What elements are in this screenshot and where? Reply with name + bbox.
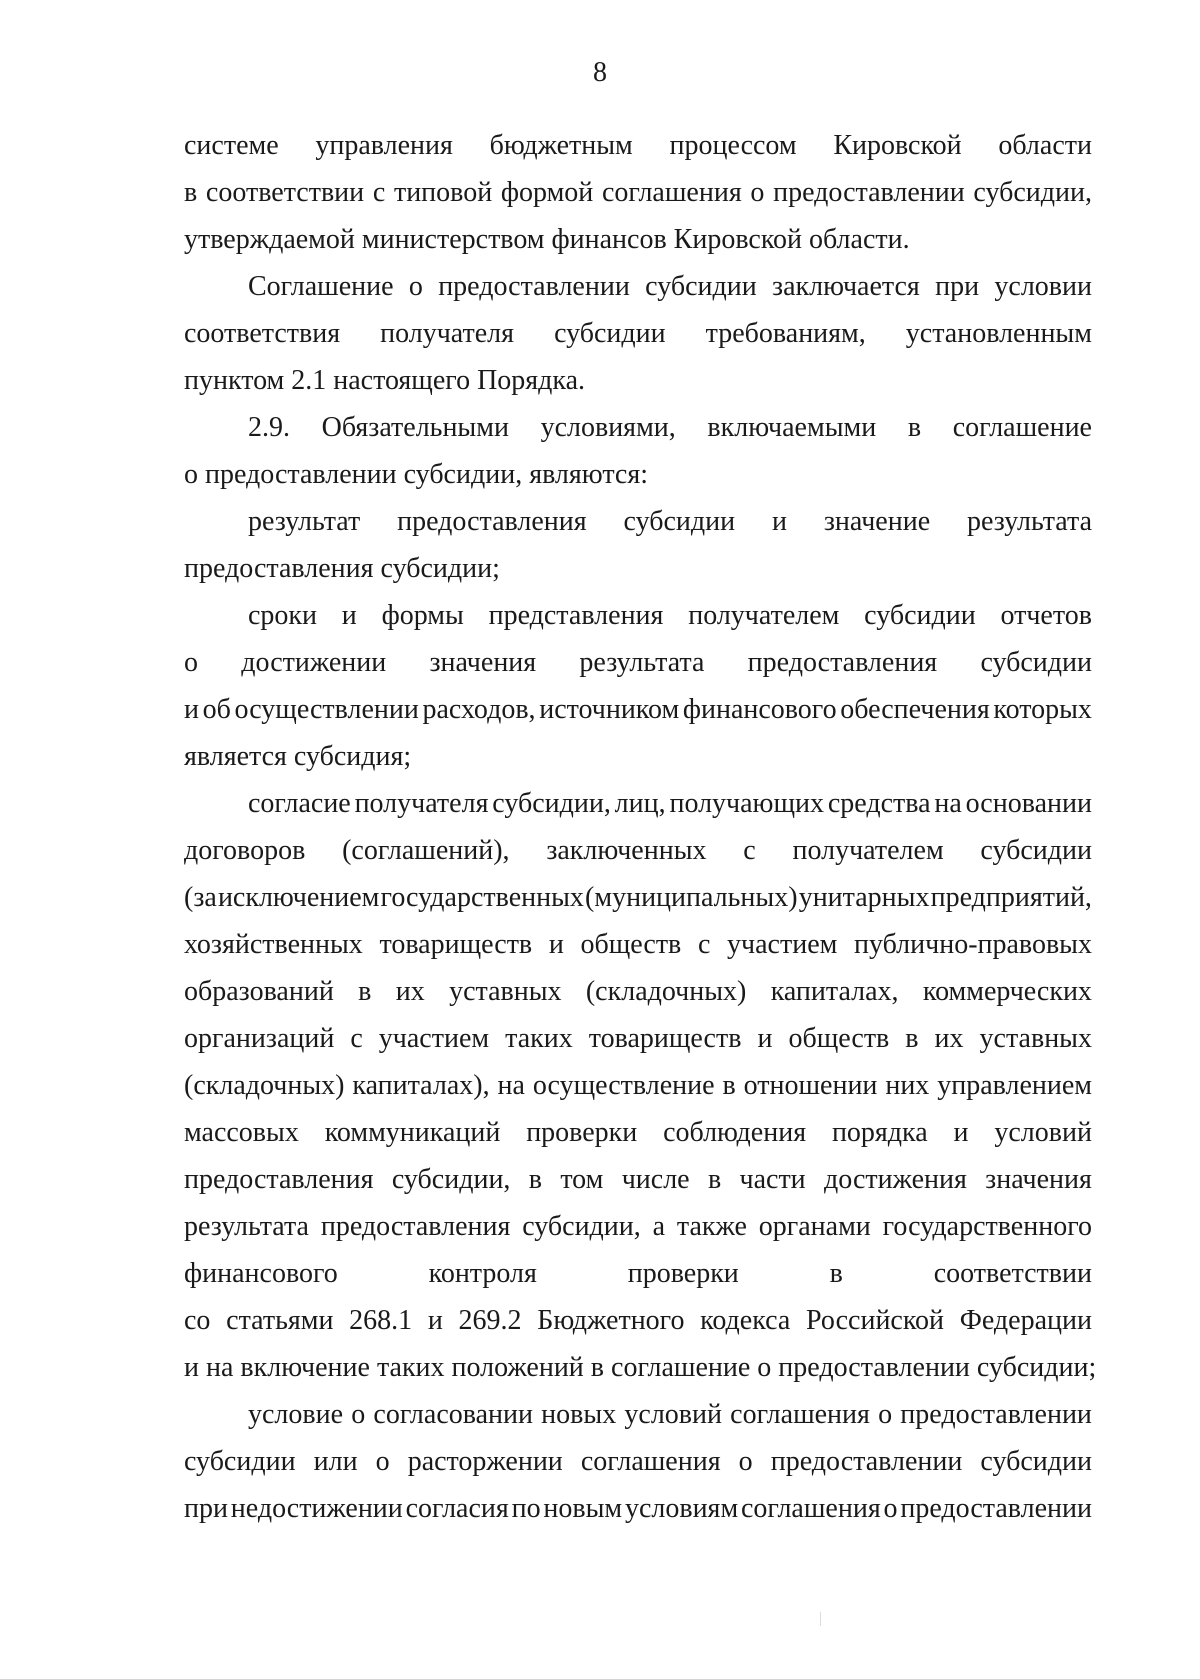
text-line xyxy=(184,1297,1092,1344)
word: государственного xyxy=(882,1211,1092,1242)
word: условие xyxy=(248,1399,344,1430)
word: публично-правовых xyxy=(854,929,1092,960)
word: соответствия xyxy=(184,318,341,349)
word: органами xyxy=(758,1211,871,1242)
text-line xyxy=(184,310,1092,357)
word: результат xyxy=(248,506,361,537)
word: исключением xyxy=(217,882,380,913)
paragraph xyxy=(184,263,1092,404)
word: типовой xyxy=(393,177,493,208)
word: них xyxy=(885,1070,930,1101)
text-line xyxy=(184,1438,1092,1485)
word: по xyxy=(511,1493,541,1524)
word: получателем xyxy=(792,835,944,866)
word: коммерческих xyxy=(922,976,1092,1007)
word: сроки xyxy=(248,600,318,631)
word: хозяйственных xyxy=(184,929,363,960)
word: обществ xyxy=(788,1023,890,1054)
word: участием xyxy=(727,929,838,960)
word: достижении xyxy=(241,647,387,678)
word: соглашения xyxy=(580,1446,721,1477)
word: финансового xyxy=(184,1258,338,1289)
word: предоставлении xyxy=(770,1446,963,1477)
word: финансового xyxy=(682,694,837,725)
word: осуществление xyxy=(532,1070,715,1101)
text-line: о предоставлении субсидии, являются: xyxy=(184,459,648,490)
word: со xyxy=(184,1305,211,1336)
word: Соглашение xyxy=(248,271,394,302)
word: предоставления xyxy=(320,1211,511,1242)
word: включаемыми xyxy=(707,412,877,443)
word: уставных xyxy=(449,976,562,1007)
word: условии xyxy=(994,271,1092,302)
word: также xyxy=(676,1211,747,1242)
word: унитарных xyxy=(798,882,930,913)
word: заключается xyxy=(772,271,920,302)
word: субсидии xyxy=(184,1446,296,1477)
word: капиталах), xyxy=(352,1070,490,1101)
word: управления xyxy=(315,130,453,161)
word: условиями, xyxy=(540,412,676,443)
word: субсидии, xyxy=(973,177,1092,208)
word: субсидии, xyxy=(391,1164,511,1195)
text-line xyxy=(184,1203,1092,1250)
word: средства xyxy=(827,788,931,819)
text-line: и на включение таких положений в соглашение о предоставлении субсидии; xyxy=(184,1352,1097,1383)
word: государственных xyxy=(380,882,584,913)
word: при xyxy=(184,1493,228,1524)
word: расторжении xyxy=(407,1446,563,1477)
word: формой xyxy=(500,177,594,208)
text-line xyxy=(184,1156,1092,1203)
word: предоставления xyxy=(397,506,587,537)
word: о xyxy=(351,1399,366,1430)
word: в xyxy=(707,1164,722,1195)
word: и xyxy=(548,929,564,960)
word: коммуникаций xyxy=(324,1117,501,1148)
word: новых xyxy=(541,1399,617,1430)
word: 268.1 xyxy=(349,1305,413,1336)
word: кодекса xyxy=(700,1305,791,1336)
word: субсидии, xyxy=(492,788,611,819)
text-line xyxy=(184,263,1092,310)
word: предоставлении xyxy=(773,177,965,208)
word: получающих xyxy=(669,788,825,819)
word: Российской xyxy=(806,1305,945,1336)
text-line xyxy=(184,639,1092,686)
text-line xyxy=(184,921,1092,968)
word: (соглашений), xyxy=(342,835,510,866)
word: товариществ xyxy=(379,929,533,960)
text-line xyxy=(184,827,1092,874)
word: получателем xyxy=(688,600,840,631)
word: на xyxy=(934,788,962,819)
word: (складочных) xyxy=(184,1070,345,1101)
word: образований xyxy=(184,976,334,1007)
word: статьями xyxy=(226,1305,334,1336)
word: предоставления xyxy=(184,1164,374,1195)
word: требованиям, xyxy=(705,318,866,349)
word: результата xyxy=(579,647,705,678)
word: условиям xyxy=(624,1493,739,1524)
word: проверки xyxy=(526,1117,638,1148)
word: значения xyxy=(429,647,537,678)
word: результата xyxy=(184,1211,309,1242)
word: (складочных) xyxy=(585,976,747,1007)
word: соблюдения xyxy=(663,1117,807,1148)
word: о xyxy=(883,1493,898,1524)
text-line: предоставления субсидии; xyxy=(184,553,500,584)
word: о xyxy=(375,1446,390,1477)
word: части xyxy=(739,1164,806,1195)
word: и xyxy=(184,694,199,725)
text-line xyxy=(184,1250,1092,1297)
word: проверки xyxy=(627,1258,739,1289)
word: числе xyxy=(621,1164,690,1195)
word: лиц, xyxy=(614,788,666,819)
word: с xyxy=(697,929,711,960)
word: субсидии, xyxy=(522,1211,641,1242)
word: об xyxy=(202,694,231,725)
word: их xyxy=(934,1023,964,1054)
word: (за xyxy=(184,882,217,913)
word: в xyxy=(528,1164,542,1195)
scan-artifact xyxy=(820,1612,821,1626)
word: получателя xyxy=(354,788,489,819)
word: соответствии xyxy=(933,1258,1092,1289)
text-line xyxy=(184,874,1092,921)
word: договоров xyxy=(184,835,306,866)
word: товариществ xyxy=(588,1023,742,1054)
word: согласие xyxy=(248,788,351,819)
word: согласия xyxy=(405,1493,509,1524)
word: о xyxy=(408,271,423,302)
paragraph xyxy=(184,122,1092,263)
word: обеспечения xyxy=(840,694,990,725)
text-line xyxy=(184,122,1092,169)
word: и xyxy=(771,506,787,537)
word: Федерации xyxy=(959,1305,1092,1336)
word: (муниципальных) xyxy=(585,882,798,913)
paragraph xyxy=(184,498,1092,592)
text-line xyxy=(184,686,1092,733)
word: с xyxy=(372,177,386,208)
text-line: пунктом 2.1 настоящего Порядка. xyxy=(184,365,586,396)
word: соответствии xyxy=(205,177,365,208)
word: с xyxy=(350,1023,363,1054)
text-line xyxy=(184,1109,1092,1156)
word: значение xyxy=(823,506,931,537)
word: источником xyxy=(539,694,680,725)
word: установленным xyxy=(905,318,1092,349)
text-line: является субсидия; xyxy=(184,741,412,772)
word: системе xyxy=(184,130,279,161)
word: в xyxy=(358,976,372,1007)
word: отчетов xyxy=(1000,600,1092,631)
word: предоставления xyxy=(747,647,938,678)
word: субсидии xyxy=(864,600,976,631)
word: с xyxy=(743,835,756,866)
word: а xyxy=(652,1211,666,1242)
word: субсидии xyxy=(980,1446,1092,1477)
word: субсидии xyxy=(980,835,1092,866)
paragraph xyxy=(184,592,1092,780)
word: субсидии xyxy=(980,647,1092,678)
word: при xyxy=(935,271,980,302)
word: результата xyxy=(967,506,1092,537)
word: недостижении xyxy=(230,1493,403,1524)
word: Бюджетного xyxy=(537,1305,685,1336)
word: бюджетным xyxy=(489,130,633,161)
word: о xyxy=(878,1399,893,1430)
word: субсидии xyxy=(554,318,666,349)
word: субсидии xyxy=(623,506,736,537)
word: и xyxy=(427,1305,443,1336)
word: о xyxy=(738,1446,753,1477)
word: осуществлении xyxy=(234,694,419,725)
word: соглашение xyxy=(952,412,1092,443)
word: и xyxy=(341,600,357,631)
word: условий xyxy=(994,1117,1092,1148)
word: заключенных xyxy=(546,835,707,866)
word: области xyxy=(998,130,1092,161)
word: расходов, xyxy=(422,694,536,725)
word: в xyxy=(907,412,922,443)
word: новым xyxy=(543,1493,623,1524)
word: и xyxy=(953,1117,969,1148)
word: участием xyxy=(378,1023,490,1054)
word: формы xyxy=(381,600,464,631)
word: том xyxy=(560,1164,604,1195)
word: соглашения xyxy=(730,1399,870,1430)
word: предоставлении xyxy=(900,1493,1092,1524)
word: их xyxy=(395,976,425,1007)
word: получателя xyxy=(380,318,515,349)
word: значения xyxy=(985,1164,1092,1195)
word: условий xyxy=(624,1399,722,1430)
word: таких xyxy=(505,1023,573,1054)
text-line xyxy=(184,780,1092,827)
page-number: 8 xyxy=(593,57,607,88)
word: которых xyxy=(993,694,1092,725)
word: в xyxy=(829,1258,843,1289)
word: и xyxy=(757,1023,773,1054)
paragraph xyxy=(184,780,1097,1391)
word: или xyxy=(313,1446,358,1477)
paragraph xyxy=(184,1391,1092,1532)
word: в xyxy=(184,177,198,208)
text-line xyxy=(184,404,1092,451)
word: Кировской xyxy=(833,130,962,161)
word: соглашения xyxy=(740,1493,881,1524)
text-line xyxy=(184,498,1092,545)
word: обществ xyxy=(580,929,682,960)
word: Обязательными xyxy=(321,412,509,443)
word: капиталах, xyxy=(770,976,899,1007)
word: в xyxy=(905,1023,919,1054)
text-line xyxy=(184,1062,1092,1109)
text-line xyxy=(184,1391,1092,1438)
word: согласовании xyxy=(373,1399,533,1430)
document-body xyxy=(184,122,1097,1532)
word: уставных xyxy=(979,1023,1092,1054)
text-line xyxy=(184,968,1092,1015)
text-line xyxy=(184,1015,1092,1062)
word: отношении xyxy=(743,1070,878,1101)
word: порядка xyxy=(831,1117,928,1148)
word: предприятий, xyxy=(930,882,1092,913)
word: организаций xyxy=(184,1023,335,1054)
word: достижения xyxy=(824,1164,967,1195)
word: о xyxy=(184,647,198,678)
text-line xyxy=(184,592,1092,639)
word: на xyxy=(497,1070,525,1101)
word: субсидии xyxy=(645,271,757,302)
text-line: утверждаемой министерством финансов Кировской области. xyxy=(184,224,910,255)
word: контроля xyxy=(428,1258,537,1289)
word: управлением xyxy=(937,1070,1092,1101)
word: основании xyxy=(965,788,1092,819)
word: представления xyxy=(488,600,664,631)
word: 2.9. xyxy=(248,412,290,443)
word: 269.2 xyxy=(458,1305,522,1336)
paragraph xyxy=(184,404,1092,498)
text-line xyxy=(184,1485,1092,1532)
word: предоставлении xyxy=(900,1399,1092,1430)
text-line xyxy=(184,169,1092,216)
word: процессом xyxy=(669,130,797,161)
word: о xyxy=(750,177,765,208)
word: в xyxy=(722,1070,736,1101)
word: соглашения xyxy=(601,177,742,208)
word: предоставлении xyxy=(438,271,630,302)
word: массовых xyxy=(184,1117,299,1148)
